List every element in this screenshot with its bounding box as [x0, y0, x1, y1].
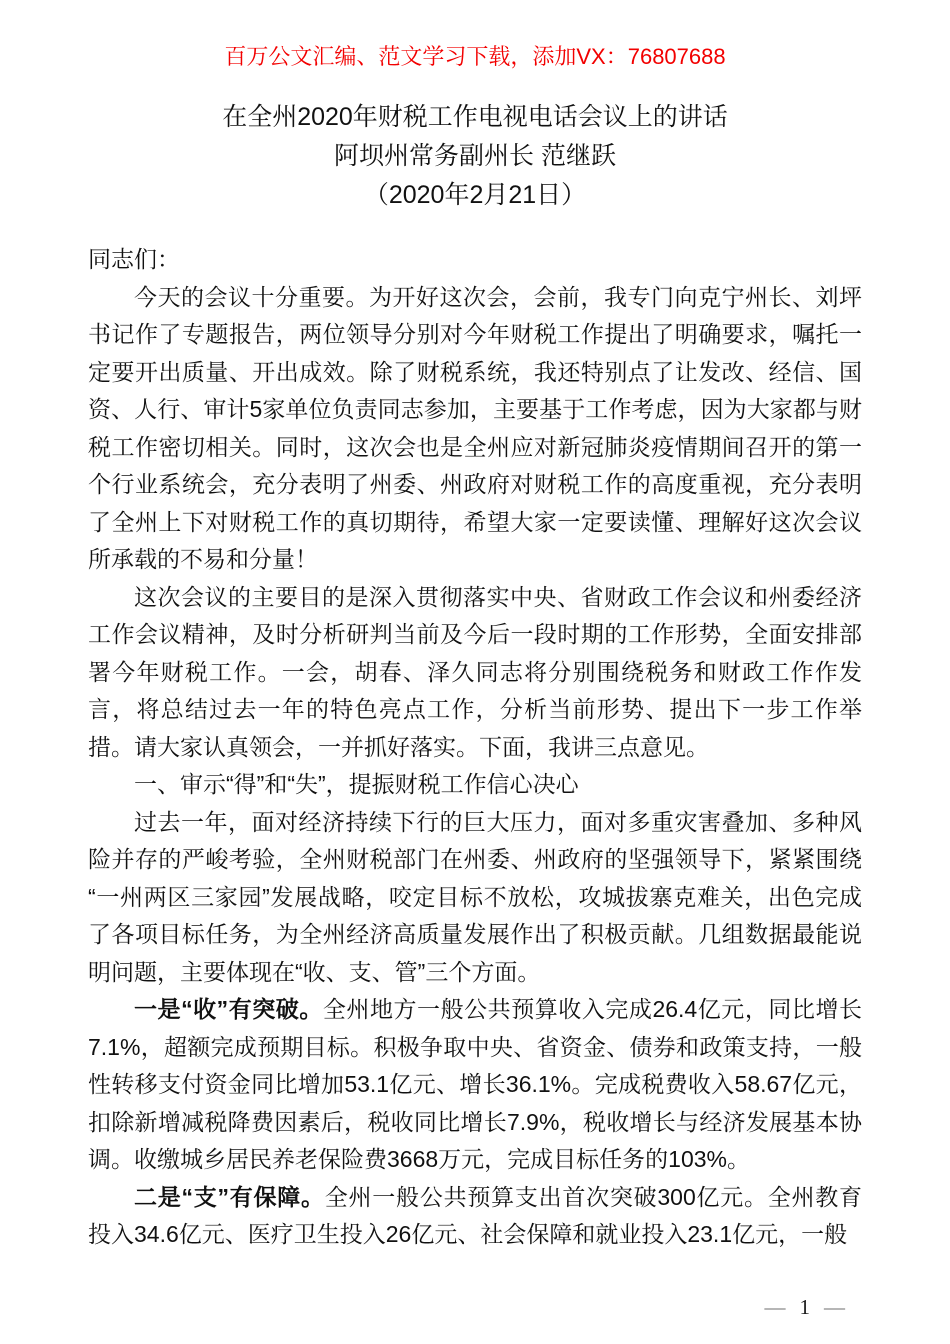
- page-number: [765, 1294, 846, 1320]
- document-author: 阿坝州常务副州长 范继跃: [334, 142, 616, 170]
- salutation: 同志们：: [88, 246, 180, 272]
- paragraph-2-text: 这次会议的主要目的是深入贯彻落实中央、省财政工作会议和州委经济工作会议精神，及时分析研判当前及今后一段时期的工作形势，全面安排部署今年财税工作。一会，胡春、泽久同志将分别围绕税务和财政工作作发言，将总结过去一年的特色亮点工作，分析当前形势、提出下一步工作举措。请大家认真领会，一并抓好落实。下面，我讲三点意见。: [88, 583, 862, 760]
- paragraph-4: [88, 991, 862, 1179]
- page-number-dash-right: —: [824, 1295, 845, 1319]
- section-heading-1-text: 一、审示“得”和“失”，提振财税工作信心决心: [134, 771, 579, 797]
- paragraph-1: [88, 279, 862, 579]
- paragraph-4-text: 全州地方一般公共预算收入完成26.4亿元，同比增长7.1%，超额完成预期目标。积极争取中央、省资金、债券和政策支持，一般性转移支付资金同比增加53.1亿元、增长36.1%。完成税费收入58.67亿元，扣除新增减税降费因素后，税收同比增长7.9%，税收增长与经济发展基本协调。收缴城乡居民养老保险费3668万元，完成目标任务的103%。: [88, 996, 863, 1172]
- document-title: 在全州2020年财税工作电视电话会议上的讲话: [222, 103, 728, 131]
- page-number-value: 1: [799, 1295, 810, 1319]
- section-heading-1: [88, 766, 862, 804]
- paragraph-3-text: 过去一年，面对经济持续下行的巨大压力，面对多重灾害叠加、多种风险并存的严峻考验，全州财税部门在州委、州政府的坚强领导下，紧紧围绕“一州两区三家园”发展战略，咬定目标不放松，攻城拔寨克难关，出色完成了各项目标任务，为全州经济高质量发展作出了积极贡献。几组数据最能说明问题，主要体现在“收、支、管”三个方面。: [88, 808, 862, 985]
- promo-banner: 百万公文汇编、范文学习下载，添加VX：76807688: [224, 44, 726, 69]
- paragraph-5-lead: 二是“支”有保障。: [134, 1183, 325, 1210]
- title-block: [60, 98, 890, 215]
- paragraph-5: [88, 1179, 862, 1254]
- document-body: [88, 241, 862, 1254]
- paragraph-1-text: 今天的会议十分重要。为开好这次会，会前，我专门向克宁州长、刘坪书记作了专题报告，两位领导分别对今年财税工作提出了明确要求，嘱托一定要开出质量、开出成效。除了财税系统，我还特别点了让发改、经信、国资、人行、审计5家单位负责同志参加，主要基于工作考虑，因为大家都与财税工作密切相关。同时，这次会也是全州应对新冠肺炎疫情期间召开的第一个行业系统会，充分表明了州委、州政府对财税工作的高度重视，充分表明了全州上下对财税工作的真切期待，希望大家一定要读懂、理解好这次会议所承载的不易和分量！: [88, 283, 862, 572]
- paragraph-5-text: 全州一般公共预算支出首次突破300亿元。全州教育投入34.6亿元、医疗卫生投入26亿元、社会保障和就业投入23.1亿元，一般: [88, 1183, 863, 1247]
- document-date: （2020年2月21日）: [363, 181, 587, 209]
- paragraph-2: [88, 579, 862, 767]
- paragraph-3: [88, 804, 862, 992]
- paragraph-4-lead: 一是“收”有突破。: [134, 996, 323, 1022]
- page-number-dash-left: —: [764, 1295, 786, 1319]
